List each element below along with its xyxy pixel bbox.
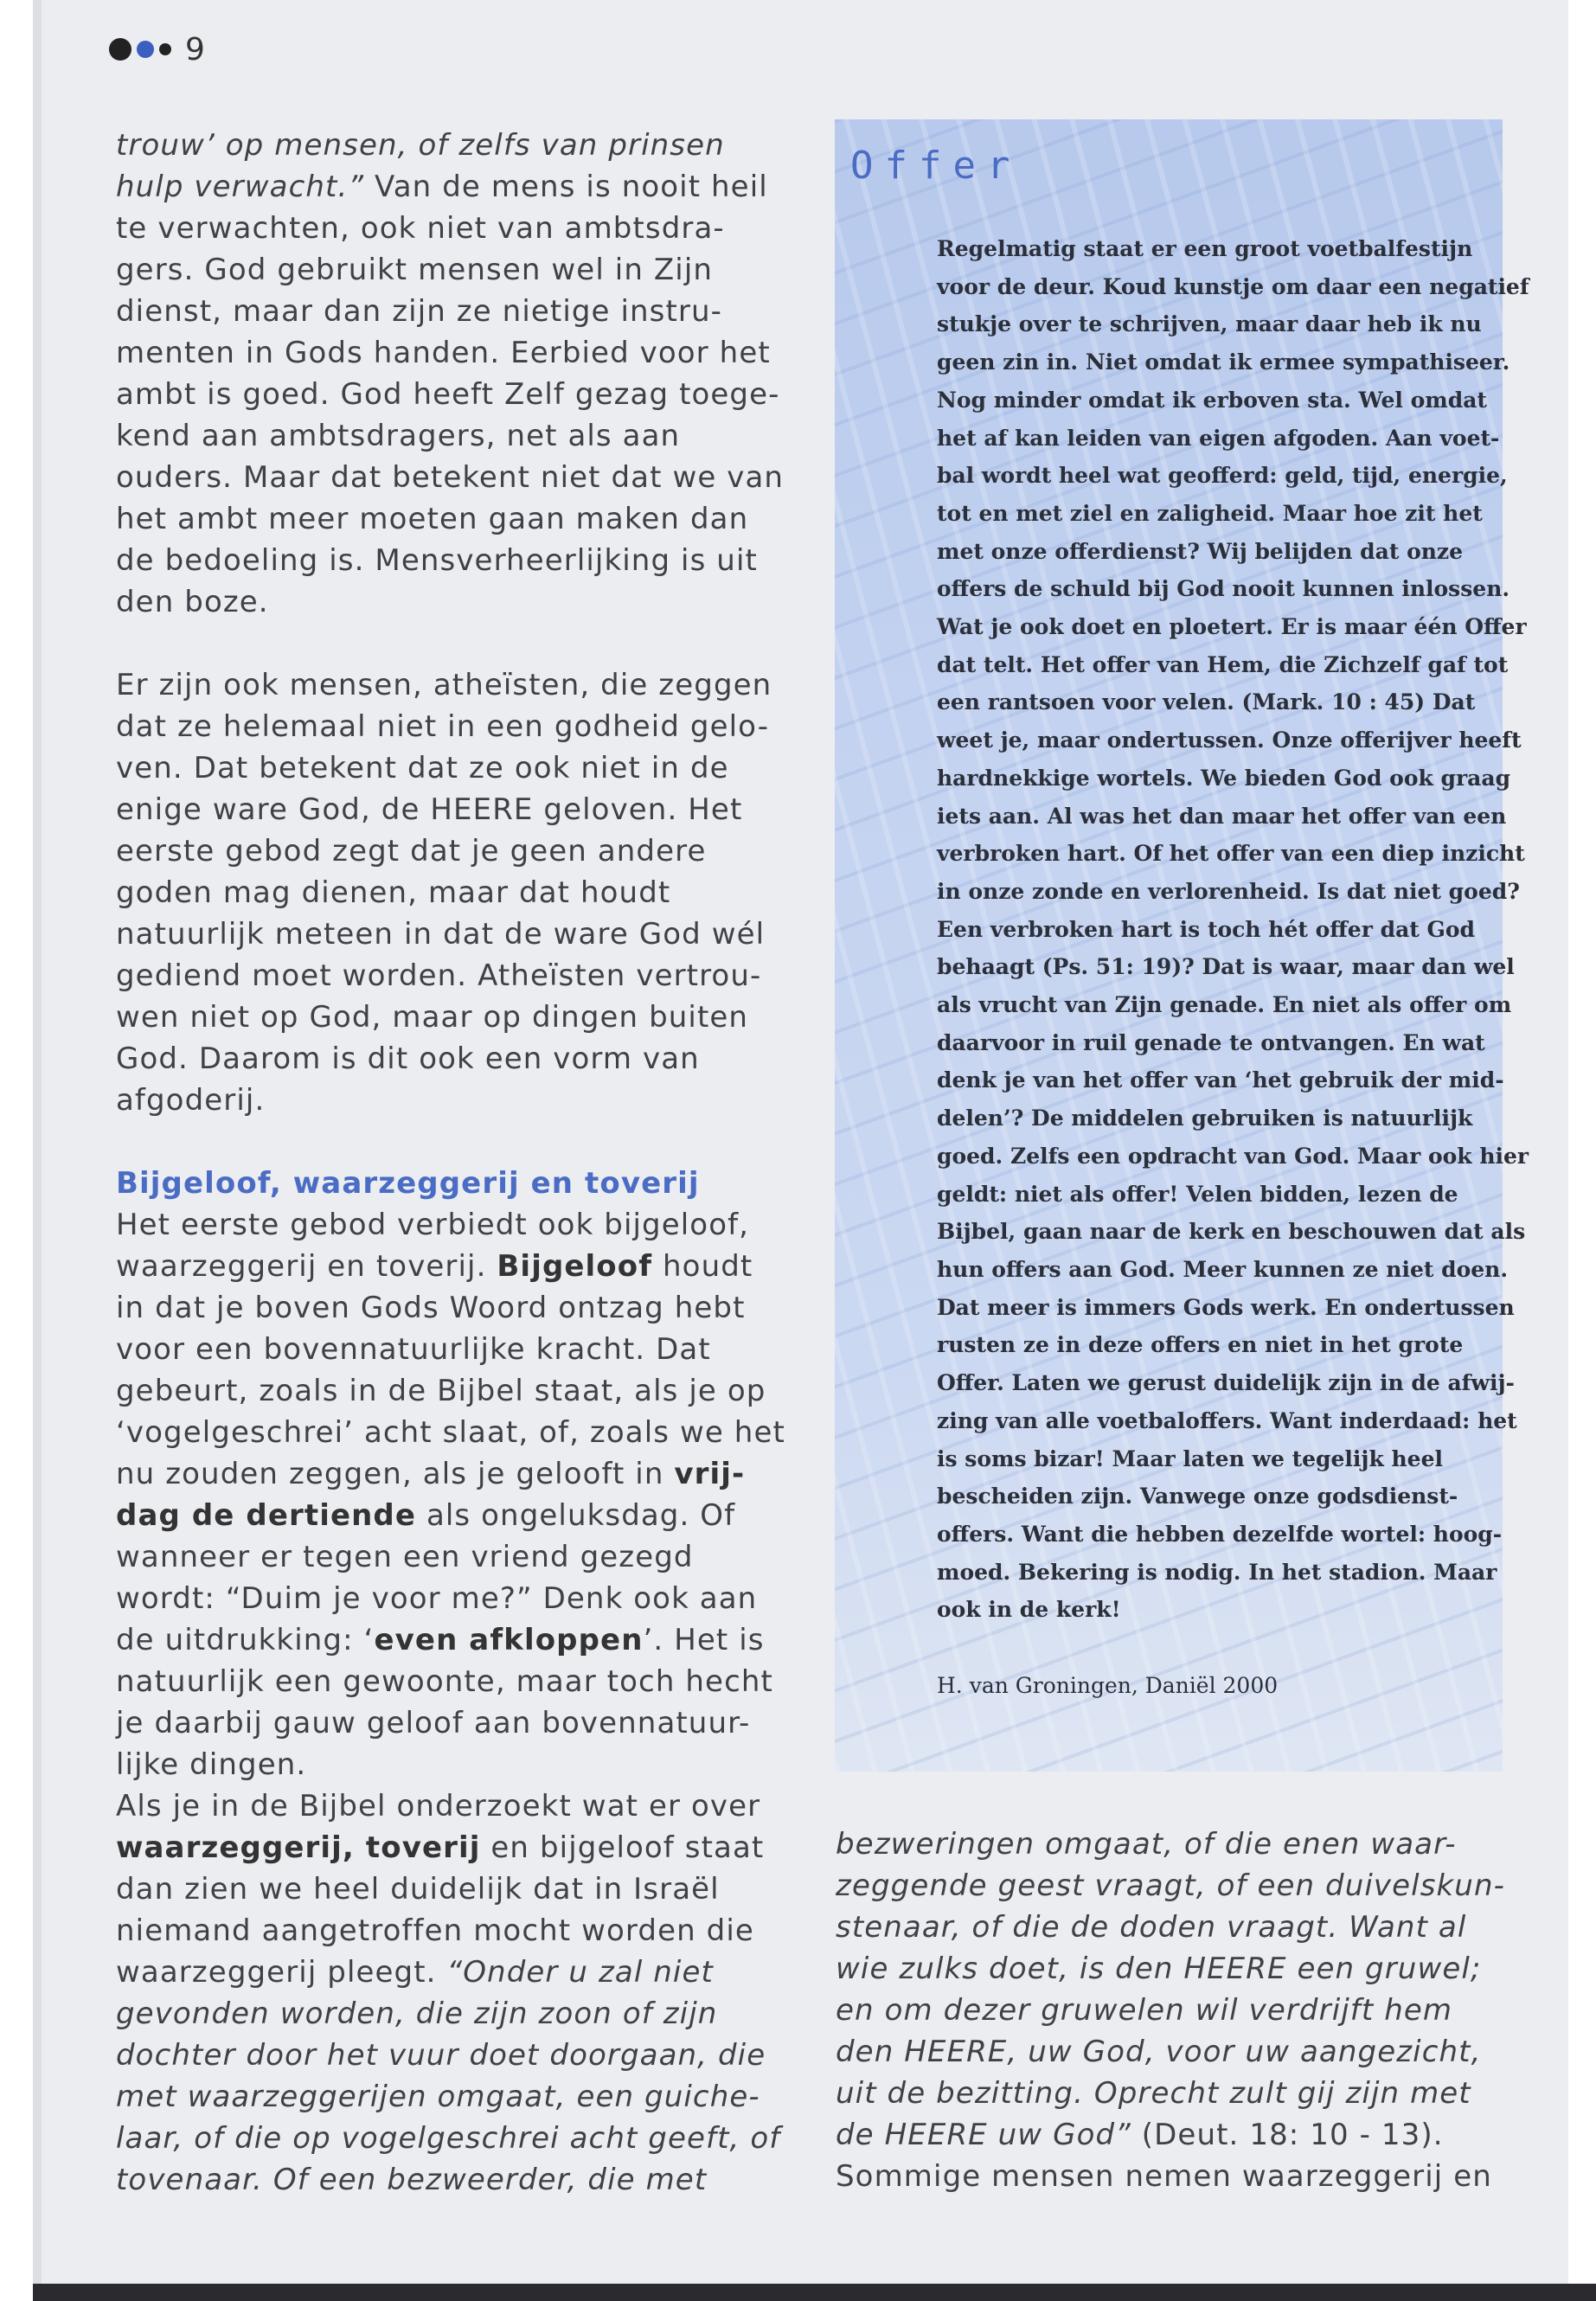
text-line: in dat je boven Gods Woord ontzag hebt	[116, 1291, 746, 1325]
text-line: te verwachten, ook niet van ambtsdra-	[116, 211, 725, 246]
scan-bottom-edge	[33, 2284, 1596, 2301]
text-line: bezweringen omgaat, of die enen waar-	[836, 1827, 1457, 1862]
offer-sidebar-box	[835, 119, 1529, 1772]
text-line: zeggende geest vraagt, of een duivelskun-	[836, 1868, 1505, 1903]
text-line: Bijbel, gaan naar de kerk en beschouwen dat als	[937, 1219, 1526, 1245]
text-line: Wat je ook doet en ploetert. Er is maar één Offer	[937, 614, 1527, 640]
text-line: offers. Want die hebben dezelfde wortel: hoog-	[937, 1521, 1503, 1547]
text-line: iets aan. Al was het dan maar het offer van een	[937, 803, 1507, 829]
text-line: ‘vogelgeschrei’ acht slaat, of, zoals we het	[116, 1415, 785, 1450]
text-line: met onze offerdienst? Wij belijden dat onze	[937, 538, 1464, 564]
text-line: enige ware God, de HEERE geloven. Het	[116, 792, 743, 827]
text-line: Offer. Laten we gerust duidelijk zijn in de afwij-	[937, 1370, 1515, 1396]
text-line: als vrucht van Zijn genade. En niet als offer om	[937, 992, 1512, 1018]
sidebar-author: H. van Groningen, Daniël 2000	[937, 1672, 1279, 1698]
text-line: moed. Bekering is nodig. In het stadion. Maar	[937, 1559, 1497, 1585]
text-line: kend aan ambtsdragers, net als aan	[116, 419, 681, 453]
text-line: tovenaar. Of een bezweerder, die met	[116, 2163, 708, 2197]
bullet-dot-icon	[137, 41, 154, 58]
bullet-dot-icon	[109, 38, 131, 61]
text-line: wen niet op God, maar op dingen buiten	[116, 1000, 749, 1035]
paragraph-gap	[116, 623, 773, 664]
text-line: voor een bovennatuurlijke kracht. Dat	[116, 1332, 711, 1367]
text-line: offers de schuld bij God nooit kunnen inlossen.	[937, 576, 1510, 602]
text-line: trouw’ op mensen, of zelfs van prinsen	[116, 128, 725, 163]
text-line: rusten ze in deze offers en niet in het grote	[937, 1332, 1464, 1358]
text-line: denk je van het offer van ‘het gebruik der mid-	[937, 1067, 1504, 1093]
text-line: hulp verwacht.” Van de mens is nooit heil	[116, 170, 768, 204]
text-line: natuurlijk een gewoonte, maar toch hecht	[116, 1664, 773, 1699]
text-line: gevonden worden, die zijn zoon of zijn	[116, 1997, 718, 2031]
text-line: zing van alle voetbaloffers. Want inderdaad: het	[937, 1407, 1517, 1433]
sidebar-title: Offer	[850, 144, 1022, 188]
text-line: Regelmatig staat er een groot voetbalfestijn	[937, 236, 1473, 261]
text-line: den boze.	[116, 585, 269, 619]
right-text-column	[836, 1823, 1510, 2197]
text-line: gers. God gebruikt mensen wel in Zijn	[116, 253, 714, 287]
text-line: in onze zonde en verlorenheid. Is dat niet goed?	[937, 878, 1520, 904]
left-text-column	[116, 125, 785, 2201]
text-line: weet je, maar ondertussen. Onze offerijver heeft	[937, 727, 1522, 753]
text-line: uit de bezitting. Oprecht zult gij zijn met	[836, 2076, 1471, 2111]
text-line: tot en met ziel en zaligheid. Maar hoe zit het	[937, 500, 1483, 526]
paragraph-gap	[116, 1121, 773, 1163]
text-line: Als je in de Bijbel onderzoekt wat er over	[116, 1789, 761, 1823]
text-line: dochter door het vuur doet doorgaan, die	[116, 2038, 766, 2073]
text-line: het ambt meer moeten gaan maken dan	[116, 502, 749, 536]
text-line: verbroken hart. Of het offer van een diep inzicht	[937, 841, 1525, 867]
text-line: je daarbij gauw geloof aan bovennatuur-	[116, 1706, 751, 1740]
text-line: dienst, maar dan zijn ze nietige instru-	[116, 294, 723, 329]
text-line: daarvoor in ruil genade te ontvangen. En wat	[937, 1029, 1485, 1055]
text-line: eerste gebod zegt dat je geen andere	[116, 834, 707, 868]
text-line: een rantsoen voor velen. (Mark. 10 : 45) Dat	[937, 689, 1476, 715]
text-line: dat ze helemaal niet in een godheid gelo-	[116, 709, 770, 744]
text-line: gebeurt, zoals in de Bijbel staat, als je op	[116, 1374, 766, 1408]
text-line: menten in Gods handen. Eerbied voor het	[116, 336, 771, 370]
text-line: hun offers aan God. Meer kunnen ze niet doen.	[937, 1256, 1509, 1282]
text-line: met waarzeggerijen omgaat, een guiche-	[116, 2080, 760, 2114]
text-line: waarzeggerij en toverij. Bijgeloof houdt	[116, 1249, 753, 1284]
text-line: laar, of die op vogelgeschrei acht geeft, of	[116, 2121, 781, 2156]
text-line: Er zijn ook mensen, atheïsten, die zeggen	[116, 668, 772, 702]
text-line: niemand aangetroffen mocht worden die	[116, 1913, 754, 1948]
text-line: ook in de kerk!	[937, 1597, 1121, 1623]
text-line: de HEERE uw God” (Deut. 18: 10 - 13).	[836, 2118, 1444, 2152]
text-line: gediend moet worden. Atheïsten vertrou-	[116, 958, 762, 993]
text-line: voor de deur. Koud kunstje om daar een negatief	[937, 273, 1529, 299]
text-line: goden mag dienen, maar dat houdt	[116, 875, 671, 910]
text-line: delen’? De middelen gebruiken is natuurlijk	[937, 1106, 1473, 1131]
text-line: de bedoeling is. Mensverheerlijking is uit	[116, 543, 758, 578]
text-line: bal wordt heel wat geofferd: geld, tijd, energie,	[937, 463, 1508, 489]
text-line: bescheiden zijn. Vanwege onze godsdienst-	[937, 1484, 1458, 1509]
text-line: geldt: niet als offer! Velen bidden, lezen de	[937, 1181, 1458, 1207]
page-number: 9	[185, 31, 205, 67]
text-line: dat telt. Het offer van Hem, die Zichzelf gaf tot	[937, 651, 1509, 677]
text-line: waarzeggerij pleegt. “Onder u zal niet	[116, 1955, 714, 1990]
text-line: waarzeggerij, toverij en bijgeloof staat	[116, 1830, 765, 1865]
text-line: Een verbroken hart is toch hét offer dat God	[937, 916, 1476, 942]
text-line: stukje over te schrijven, maar daar heb ik nu	[937, 311, 1482, 337]
text-line: behaagt (Ps. 51: 19)? Dat is waar, maar dan wel	[937, 954, 1515, 980]
text-line: ouders. Maar dat betekent niet dat we van	[116, 460, 785, 495]
text-line: goed. Zelfs een opdracht van God. Maar ook hier	[937, 1143, 1529, 1169]
text-line: het af kan leiden van eigen afgoden. Aan voet-	[937, 425, 1500, 451]
text-line: nu zouden zeggen, als je gelooft in vrij-	[116, 1457, 746, 1491]
page-edge-shadow	[33, 0, 42, 2284]
text-line: God. Daarom is dit ook een vorm van	[116, 1042, 700, 1076]
text-line: de uitdrukking: ‘even afkloppen’. Het is	[116, 1623, 765, 1657]
text-line: lijke dingen.	[116, 1747, 307, 1782]
text-line: afgoderij.	[116, 1083, 266, 1118]
text-line: ven. Dat betekent dat ze ook niet in de	[116, 751, 729, 785]
text-line: wie zulks doet, is den HEERE een gruwel;	[836, 1952, 1482, 1986]
text-line: ambt is goed. God heeft Zelf gezag toege-	[116, 377, 780, 412]
text-line: is soms bizar! Maar laten we tegelijk heel	[937, 1445, 1443, 1471]
text-line: dag de dertiende als ongeluksdag. Of	[116, 1498, 736, 1533]
text-line: stenaar, of die de doden vraagt. Want al	[836, 1910, 1467, 1945]
page-header	[109, 28, 205, 71]
text-line: Bijgeloof, waarzeggerij en toverij	[116, 1166, 700, 1201]
text-line: hardnekkige wortels. We bieden God ook graag	[937, 765, 1511, 791]
text-line: en om dezer gruwelen wil verdrijft hem	[836, 1993, 1453, 2028]
bullet-dot-icon	[159, 43, 171, 55]
text-line: den HEERE, uw God, voor uw aangezicht,	[836, 2035, 1482, 2069]
text-line: dan zien we heel duidelijk dat in Israël	[116, 1872, 720, 1907]
text-line: natuurlijk meteen in dat de ware God wél	[116, 917, 766, 952]
text-line: Sommige mensen nemen waarzeggerij en	[836, 2159, 1492, 2194]
text-line: Dat meer is immers Gods werk. En ondertussen	[937, 1294, 1515, 1320]
sidebar-body	[937, 230, 1529, 1704]
text-line: wordt: “Duim je voor me?” Denk ook aan	[116, 1581, 758, 1616]
text-line: wanneer er tegen een vriend gezegd	[116, 1540, 694, 1574]
text-line: geen zin in. Niet omdat ik ermee sympathiseer.	[937, 349, 1510, 375]
paragraph-gap	[937, 1629, 1490, 1667]
text-line: Nog minder omdat ik erboven sta. Wel omdat	[937, 387, 1487, 413]
text-line: Het eerste gebod verbiedt ook bijgeloof,	[116, 1208, 750, 1242]
